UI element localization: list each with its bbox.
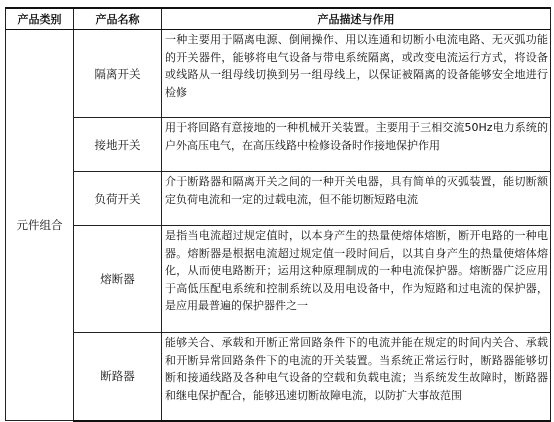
category-cell: 元件组合 [6, 30, 74, 421]
product-table [5, 7, 551, 422]
header-product-name: 产品名称 [74, 8, 162, 30]
product-table-container [5, 7, 550, 422]
table-row [6, 172, 551, 226]
product-description-cell: 一种主要用于隔离电源、倒闸操作、用以连通和切断小电流电路、无灭弧功能的开关器件，能够将电气设备与带电系统隔离，或改变电流运行方式，将设备或线路从一组母线切换到另一组母线上，以保证被隔离的设备能够安全地进行检修 [162, 30, 551, 118]
table-row [6, 118, 551, 172]
product-name-cell: 负荷开关 [74, 172, 162, 226]
header-product-description: 产品描述与作用 [162, 8, 551, 30]
product-description-cell: 介于断路器和隔离开关之间的一种开关电器，具有简单的灭弧装置，能切断额定负荷电流和一定的过载电流，但不能切断短路电流 [162, 172, 551, 226]
header-product-category: 产品类别 [6, 8, 74, 30]
table-row [6, 226, 551, 333]
product-name-cell: 接地开关 [74, 118, 162, 172]
table-row [6, 30, 551, 118]
table-header-row [6, 8, 551, 30]
product-description-cell: 能够关合、承载和开断正常回路条件下的电流并能在规定的时间内关合、承载和开断异常回路条件下的电流的开关装置。当系统正常运行时，断路器能够切断和接通线路及各种电气设备的空载和负载电流；当系统发生故障时，断路器和继电保护配合，能够迅速切断故障电流，以防扩大事故范围 [162, 333, 551, 421]
product-name-cell: 熔断器 [74, 226, 162, 333]
product-name-cell: 断路器 [74, 333, 162, 421]
product-description-cell: 用于将回路有意接地的一种机械开关装置。主要用于三相交流50Hz电力系统的户外高压电气，在高压线路中检修设备时作接地保护作用 [162, 118, 551, 172]
table-row [6, 333, 551, 421]
product-description-cell: 是指当电流超过规定值时，以本身产生的热量使熔体熔断，断开电路的一种电器。熔断器是根据电流超过规定值一段时间后，以其自身产生的热量使熔体熔化，从而使电路断开；运用这种原理制成的一种电流保护器。熔断器广泛应用于高低压配电系统和控制系统以及用电设备中，作为短路和过电流的保护器，是应用最普遍的保护器件之一 [162, 226, 551, 333]
product-name-cell: 隔离开关 [74, 30, 162, 118]
